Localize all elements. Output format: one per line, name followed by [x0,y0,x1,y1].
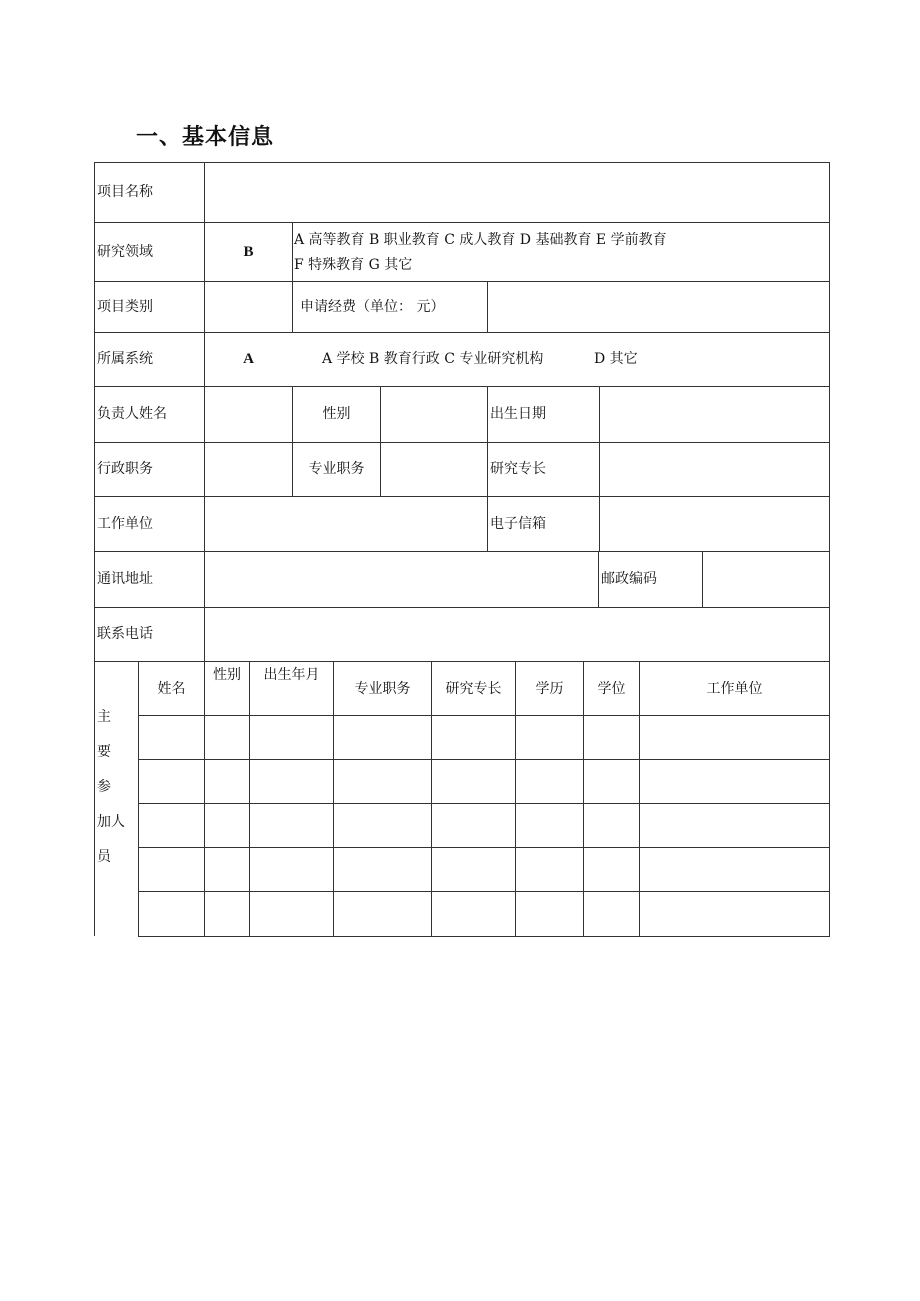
header-birth: 出生年月 [263,667,320,683]
email-label: 电子信箱 [490,515,546,532]
work-unit-field[interactable] [205,497,487,551]
phone-label: 联系电话 [97,626,153,642]
member-row[interactable] [139,716,829,759]
members-side-char: 参 [97,779,111,795]
address-label: 通讯地址 [97,571,153,587]
leader-name-label: 负责人姓名 [97,406,167,422]
birth-date-field[interactable] [600,387,829,442]
project-name-label: 项目名称 [97,184,153,200]
professional-title-field[interactable] [381,443,487,496]
gender-label: 性别 [322,406,351,422]
members-side-label [97,700,125,875]
funding-field[interactable] [488,282,829,332]
research-field-options-line1: A 高等教育 B 职业教育 C 成人教育 D 基础教育 E 学前教育 [294,232,667,248]
birth-date-label: 出生日期 [490,406,546,422]
header-degree: 学位 [597,680,626,697]
leader-name-field[interactable] [205,387,292,442]
project-name-field[interactable] [205,163,829,222]
funding-label: 申请经费（单位： 元） [300,298,445,315]
system-label: 所属系统 [97,351,153,367]
system-value[interactable]: A [243,351,254,367]
members-side-char: 要 [97,744,111,760]
member-row[interactable] [139,892,829,936]
postal-code-field[interactable] [703,552,829,607]
members-side-char: 加人 [97,814,125,830]
work-unit-label: 工作单位 [97,515,153,532]
project-category-label: 项目类别 [97,298,153,315]
members-side-char: 主 [97,709,111,725]
header-professional-title: 专业职务 [354,680,411,697]
member-row[interactable] [139,848,829,891]
research-specialty-field[interactable] [600,443,829,496]
system-option-d: D 其它 [594,351,638,367]
header-education: 学历 [535,680,564,697]
research-field-options-line2: F 特殊教育 G 其它 [294,257,413,273]
research-specialty-label: 研究专长 [490,461,546,477]
system-options: A 学校 B 教育行政 C 专业研究机构 [322,351,544,367]
header-work-unit: 工作单位 [706,680,763,697]
header-gender: 性别 [213,667,241,683]
email-field[interactable] [600,497,829,551]
project-category-field[interactable] [205,282,292,332]
gender-field[interactable] [381,387,487,442]
admin-position-field[interactable] [205,443,292,496]
research-field-label: 研究领域 [97,243,153,260]
professional-title-label: 专业职务 [308,461,365,477]
member-row[interactable] [139,760,829,803]
phone-field[interactable] [205,608,829,661]
header-name: 姓名 [157,680,186,697]
address-field[interactable] [205,552,598,607]
members-side-char: 员 [97,849,111,865]
page-title: 一、基本信息 [136,125,275,150]
admin-position-label: 行政职务 [97,461,153,477]
member-row[interactable] [139,804,829,847]
postal-code-label: 邮政编码 [601,571,657,587]
research-field-value[interactable]: B [243,243,254,260]
header-research-specialty: 研究专长 [445,680,502,697]
